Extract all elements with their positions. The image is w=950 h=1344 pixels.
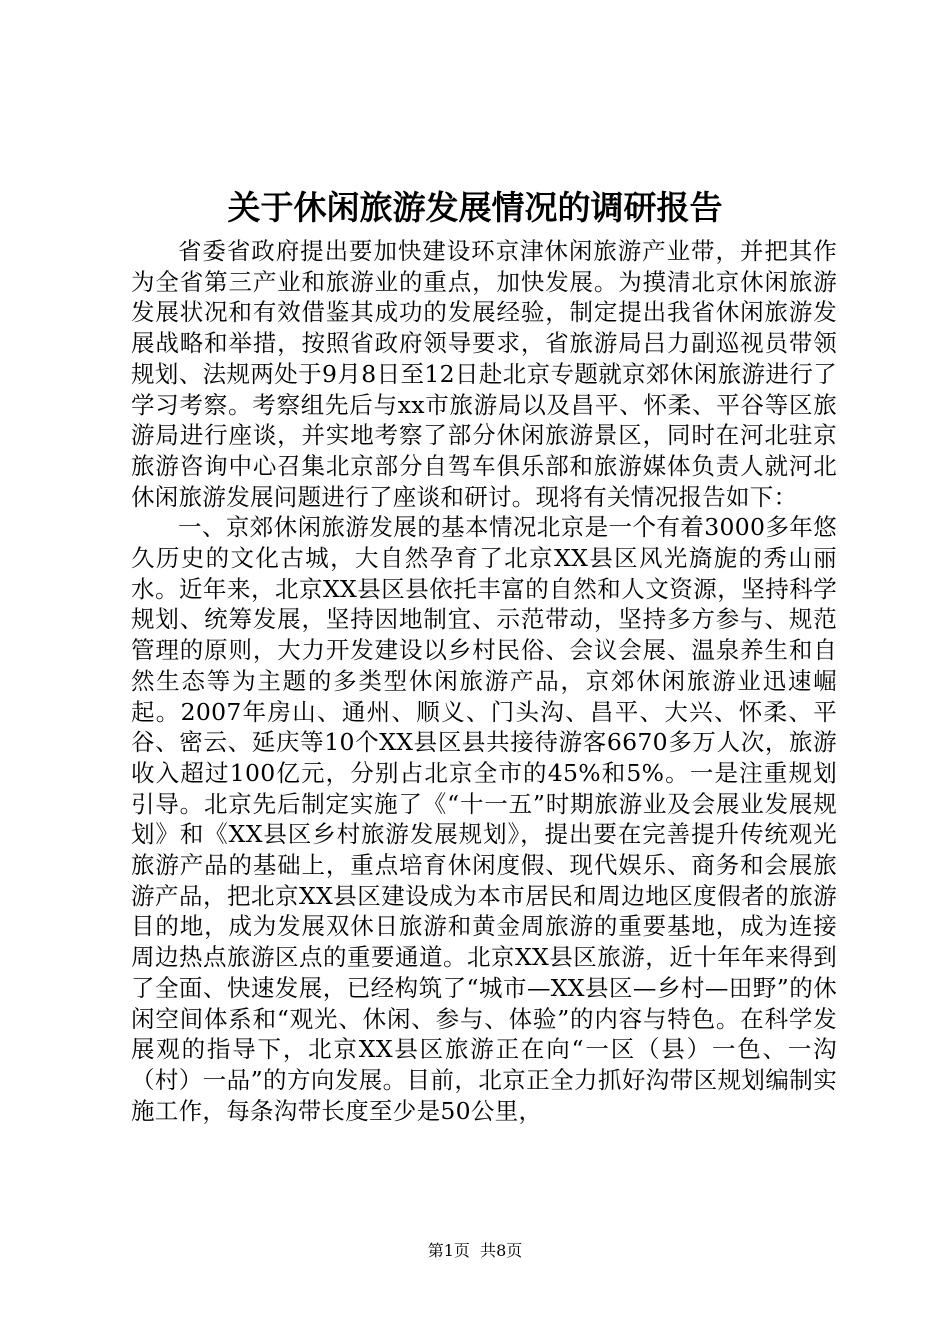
page-footer [0,1239,950,1263]
document-body [131,236,837,1126]
page-number-current: 第1页 [427,1241,470,1260]
document-title: 关于休闲旅游发展情况的调研报告 [227,188,723,227]
paragraph-intro: 省委省政府提出要加快建设环京津休闲旅游产业带，并把其作为全省第三产业和旅游业的重点，加快发展。为摸清北京休闲旅游发展状况和有效借鉴其成功的发展经验，制定提出我省休闲旅游发展战略和举措，按照省政府领导要求，省旅游局吕力副巡视员带领规划、法规两处于9月8日至12日赴北京专题就京郊休闲旅游进行了学习考察。考察组先后与xx市旅游局以及昌平、怀柔、平谷等区旅游局进行座谈，并实地考察了部分休闲旅游景区，同时在河北驻京旅游咨询中心召集北京部分自驾车俱乐部和旅游媒体负责人就河北休闲旅游发展问题进行了座谈和研讨。现将有关情况报告如下： [131,237,837,511]
footer-spacer [470,1241,480,1260]
paragraph-section-1: 一、京郊休闲旅游发展的基本情况北京是一个有着3000多年悠久历史的文化古城，大自然孕育了北京XX县区风光旖旎的秀山丽水。近年来，北京XX县区县依托丰富的自然和人文资源，坚持科学规划、统筹发展，坚持因地制宜、示范带动，坚持多方参与、规范管理的原则，大力开发建设以乡村民俗、会议会展、温泉养生和自然生态等为主题的多类型休闲旅游产品，京郊休闲旅游业迅速崛起。2007年房山、通州、顺义、门头沟、昌平、大兴、怀柔、平谷、密云、延庆等10个XX县区县共接待游客6670多万人次，旅游收入超过100亿元，分别占北京全市的45%和5%。一是注重规划引导。北京先后制定实施了《“十一五”时期旅游业及会展业发展规划》和《XX县区乡村旅游发展规划》，提出要在完善提升传统观光旅游产品的基础上，重点培育休闲度假、现代娱乐、商务和会展旅游产品，把北京XX县区建设成为本市居民和周边地区度假者的旅游目的地，成为发展双休日旅游和黄金周旅游的重要基地，成为连接周边热点旅游区点的重要通道。北京XX县区旅游，近十年年来得到了全面、快速发展，已经构筑了“城市—XX县区—乡村—田野”的休闲空间体系和“观光、休闲、参与、体验”的内容与特色。在科学发展观的指导下，北京XX县区旅游正在向“一区（县）一色、一沟（村）一品”的方向发展。目前，北京正全力抓好沟带区规划编制实施工作，每条沟带长度至少是50公里， [131,513,837,1125]
page-number-total: 共8页 [480,1241,523,1260]
